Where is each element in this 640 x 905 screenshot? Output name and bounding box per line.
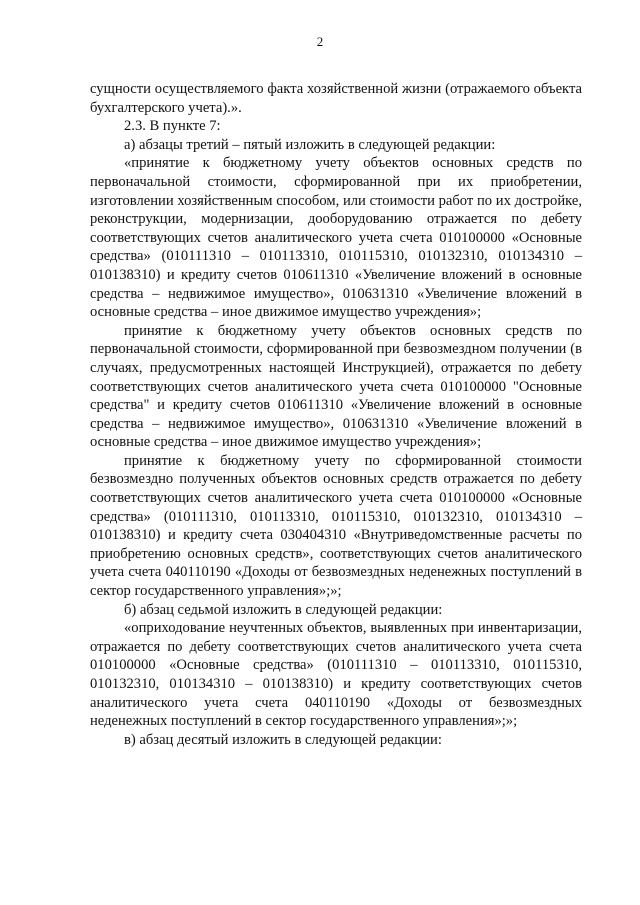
- paragraph-heading-2-3: 2.3. В пункте 7:: [124, 118, 221, 135]
- paragraph-item-v: в) абзац десятый изложить в следующей редакции:: [124, 731, 442, 748]
- paragraph-quote-3: принятие к бюджетному учету по сформированной стоимости безвозмездно полученных объектов основных средств отражается по дебету соответствующих счетов аналитического учета счета 010100000 «Основные средства» (010111310, 010113310, 010115310, 010132310, 010134310 – 010138310) и кредиту счета 030404310 «Внутриведомственные расчеты по приобретению основных средств», соответствующих счетов аналитического учета счета 040110190 «Доходы от безвозмездных неденежных поступлений в сектор государственного управления»;»;: [90, 452, 582, 600]
- paragraph-quote-2: принятие к бюджетному учету объектов основных средств по первоначальной стоимости, сформированной при безвозмездном получении (в случаях, предусмотренных настоящей Инструкцией), отражается по дебету соответствующих счетов аналитического учета счета 010100000 "Основные средства" и кредиту счетов 010611310 «Увеличение вложений в основные средства – недвижимое имущество», 010631310 «Увеличение вложений в основные средства – иное движимое имущество учреждения»;: [90, 322, 582, 451]
- paragraph-quote-4: «оприходование неучтенных объектов, выявленных при инвентаризации, отражается по дебету соответствующих счетов аналитического учета счета 010100000 «Основные средства» (010111310 – 010113310, 010115310, 010132310, 010134310 – 010138310) и кредиту соответствующих счетов аналитического учета счета 040110190 «Доходы от безвозмездных неденежных поступлений в сектор государственного управления»;»;: [90, 620, 582, 730]
- page-number: 2: [316, 34, 324, 49]
- paragraph-quote-1: «принятие к бюджетному учету объектов основных средств по первоначальной стоимости, сформированной при их приобретении, изготовлении хозяйственным способом, или стоимости работ по их достройке, реконструкции, модернизации, дооборудованию отражается по дебету соответствующих счетов аналитического учета счета 010100000 «Основные средства» (010111310 – 010113310, 010115310, 010132310, 010134310 – 010138310) и кредиту счетов 010611310 «Увеличение вложений в основные средства – недвижимое имущество», 010631310 «Увеличение вложений в основные средства – иное движимое имущество учреждения»;: [90, 155, 582, 321]
- document-body: [90, 80, 582, 749]
- paragraph-item-a: а) абзацы третий – пятый изложить в следующей редакции:: [124, 136, 496, 153]
- paragraph-item-b: б) абзац седьмой изложить в следующей редакции:: [124, 601, 443, 618]
- paragraph-continuation: сущности осуществляемого факта хозяйственной жизни (отражаемого объекта бухгалтерского учета).».: [90, 81, 582, 116]
